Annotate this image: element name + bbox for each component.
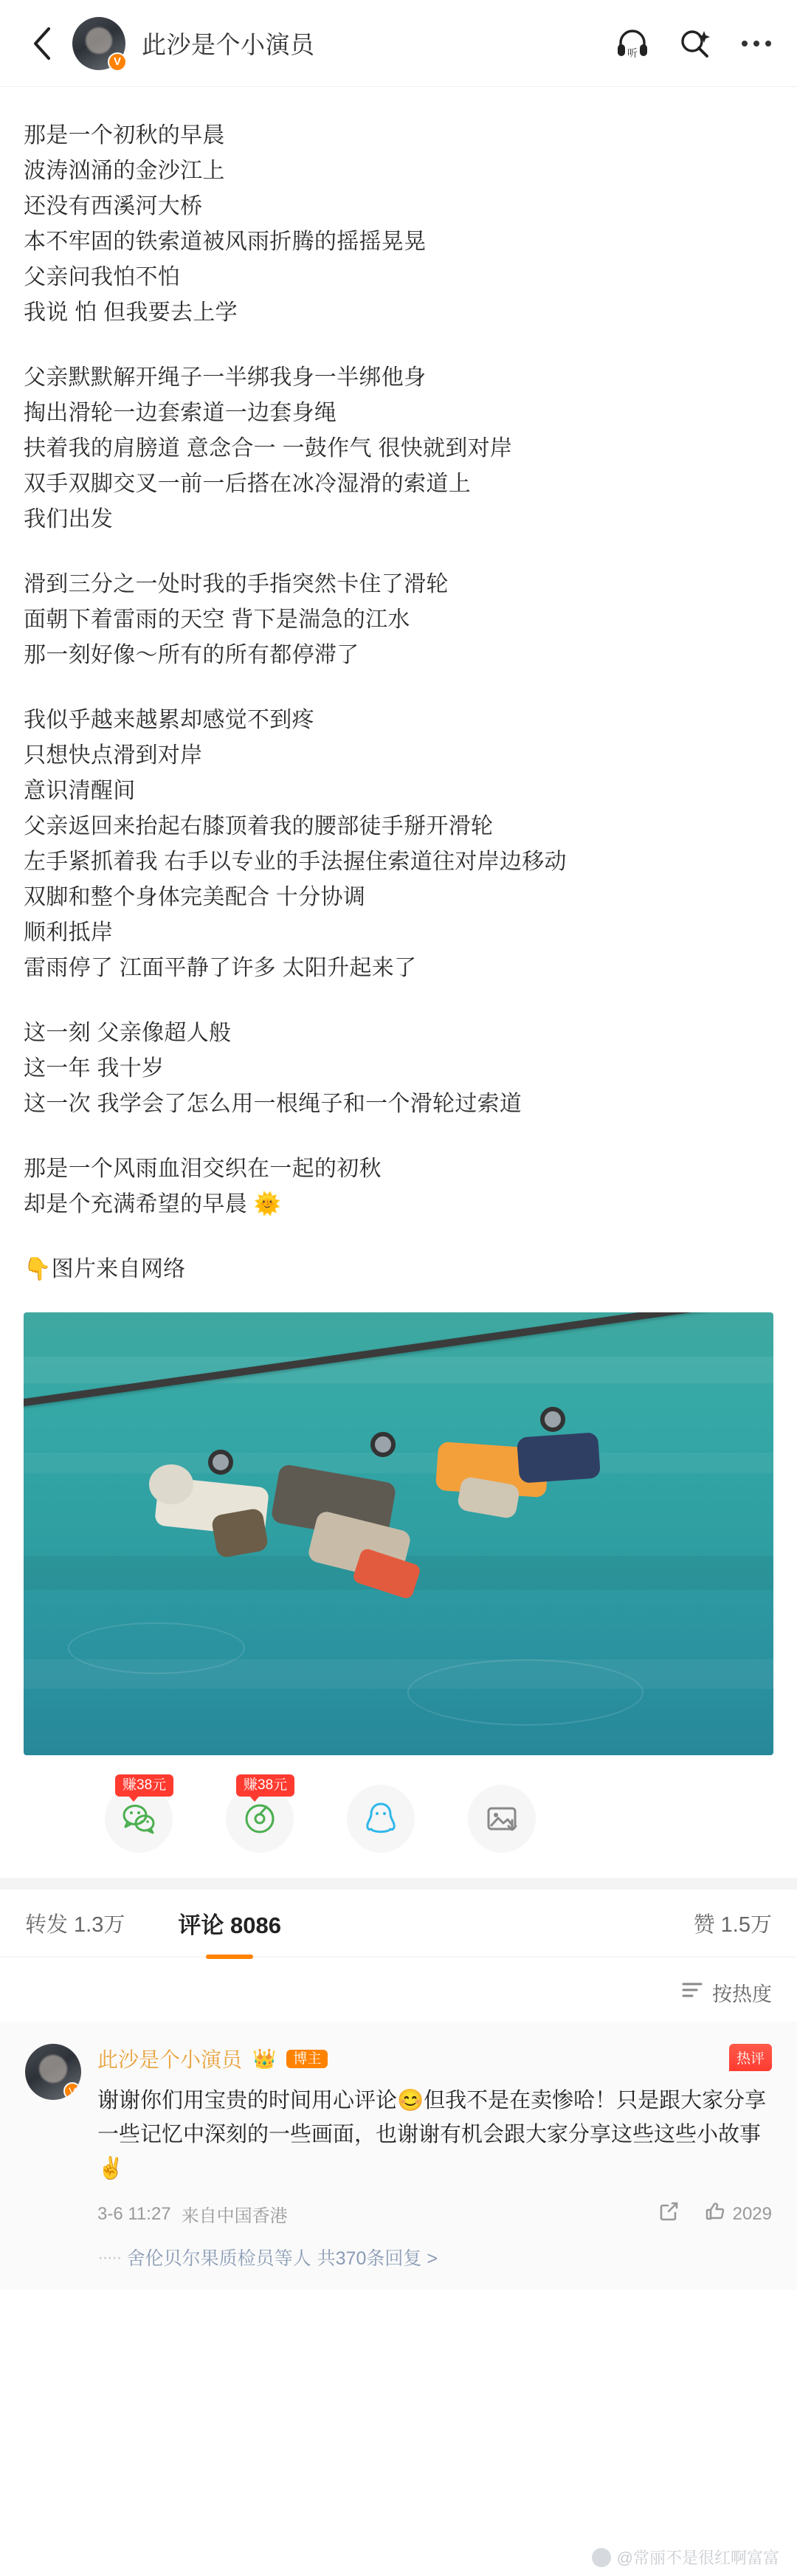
post-line: 那一刻好像～所有的所有都停滞了 <box>24 643 359 667</box>
rider-body <box>517 1432 601 1484</box>
post-line: 本不牢固的铁索道被风雨折腾的摇摇晃晃 <box>24 230 427 254</box>
verified-badge: V <box>63 2082 81 2100</box>
pulley-icon <box>208 1450 233 1475</box>
post-image[interactable] <box>24 1312 773 1755</box>
verified-badge: V <box>108 52 127 72</box>
like-tab[interactable]: 赞 1.5万 <box>693 1913 772 1937</box>
listen-label: 听 <box>627 47 638 59</box>
water-ripple <box>68 1622 245 1674</box>
image-download-icon[interactable] <box>468 1785 536 1853</box>
wechat-moments-share-button[interactable] <box>226 1777 294 1853</box>
weibo-eye-icon <box>592 2548 611 2567</box>
post-line: 那是一个风雨血泪交织在一起的初秋 <box>24 1157 382 1181</box>
listen-icon[interactable] <box>614 25 651 62</box>
rider-bag <box>210 1507 269 1558</box>
zipline-rider <box>437 1416 592 1556</box>
post-line: 父亲默默解开绳子一半绑我身一半绑他身 <box>24 365 427 390</box>
earn-tag: 赚38元 <box>115 1774 173 1797</box>
post-line: 滑到三分之一处时我的手指突然卡住了滑轮 <box>24 572 449 596</box>
comment-time: 3-6 11:27 <box>97 2203 171 2224</box>
water-band <box>24 1357 773 1383</box>
post-line: 掏出滑轮一边套索道一边套身绳 <box>24 401 337 425</box>
post-paragraph <box>24 567 773 673</box>
rider-bag <box>352 1547 422 1600</box>
comment-tab[interactable]: 评论 8086 <box>178 1907 281 1940</box>
header-actions <box>614 25 775 62</box>
post-line: 双手双脚交叉一前一后搭在冰冷湿滑的索道上 <box>24 472 471 496</box>
hot-comment-badge: 热评 <box>729 2044 772 2071</box>
post-line: 👇图片来自网络 <box>24 1257 186 1281</box>
post-paragraph <box>24 1151 773 1222</box>
crown-icon: 👑 <box>252 2047 277 2070</box>
post-line: 却是个充满希望的早晨 🌞 <box>24 1192 282 1216</box>
share-box-icon[interactable] <box>658 2200 680 2228</box>
post-line: 顺利抵岸 <box>24 920 114 945</box>
comment-main <box>97 2044 772 2270</box>
sort-row <box>0 1957 797 2022</box>
thumb-up-icon <box>705 2201 725 2227</box>
post-line: 这一次 我学会了怎么用一根绳子和一个滑轮过索道 <box>24 1092 522 1116</box>
post-content <box>0 87 797 1287</box>
comment-actions <box>658 2200 772 2228</box>
replies-dashes: ····· <box>97 2246 121 2267</box>
post-line: 我似乎越来越累却感觉不到疼 <box>24 708 314 732</box>
post-paragraph <box>24 118 773 331</box>
post-line: 我说 怕 但我要去上学 <box>24 300 238 325</box>
pulley-icon <box>370 1432 396 1457</box>
post-image-container[interactable] <box>24 1312 773 1755</box>
replies-names: 舍伦贝尔果质检员等人 <box>126 2248 311 2269</box>
post-line: 还没有西溪河大桥 <box>24 194 203 218</box>
post-paragraph <box>24 360 773 537</box>
post-line: 那是一个初秋的早晨 <box>24 123 225 148</box>
dot <box>742 41 748 47</box>
back-arrow-icon[interactable] <box>22 24 62 63</box>
avatar[interactable] <box>72 17 125 70</box>
post-line: 父亲返回来抬起右膝顶着我的腰部徒手掰开滑轮 <box>24 814 494 838</box>
watermark <box>592 2546 779 2569</box>
sort-label: 按热度 <box>712 1983 772 2005</box>
comment-like-count: 2029 <box>732 2203 772 2224</box>
comment-avatar[interactable] <box>25 2044 81 2100</box>
comment-text: 谢谢你们用宝贵的时间用心评论😊但我不是在卖惨哈！只是跟大家分享一些记忆中深刻的一些画面，也谢谢有机会跟大家分享这些这些小故事✌ <box>97 2089 767 2180</box>
post-line: 我们出发 <box>24 507 114 531</box>
post-line: 雷雨停了 江面平静了许多 太阳升起来了 <box>24 956 417 980</box>
share-row <box>24 1755 773 1878</box>
post-paragraph <box>24 703 773 986</box>
save-image-button[interactable] <box>468 1785 536 1853</box>
rider-head <box>149 1464 193 1504</box>
sort-lines-icon <box>681 1980 703 2005</box>
post-line: 左手紧抓着我 右手以专业的手法握住索道往对岸边移动 <box>24 850 567 874</box>
earn-tag: 赚38元 <box>236 1774 294 1797</box>
post-paragraph <box>24 1016 773 1122</box>
more-dots-icon[interactable] <box>738 25 775 62</box>
comment-author-name[interactable]: 此沙是个小演员 <box>97 2048 243 2071</box>
wechat-share-button[interactable] <box>105 1777 173 1853</box>
page-header <box>0 0 797 87</box>
zipline-rider <box>267 1453 422 1608</box>
dot <box>753 41 759 47</box>
post-line: 这一刻 父亲像超人般 <box>24 1021 232 1045</box>
watermark-text: @常丽不是很红啊富富 <box>616 2549 779 2567</box>
post-line: 这一年 我十岁 <box>24 1056 165 1081</box>
qq-share-button[interactable] <box>347 1785 415 1853</box>
water-ripple <box>407 1659 644 1726</box>
comment-meta <box>97 2200 772 2228</box>
header-user-name[interactable]: 此沙是个小演员 <box>142 31 315 58</box>
sort-by-hot-button[interactable] <box>681 1978 772 2007</box>
post-line: 波涛汹涌的金沙江上 <box>24 159 225 183</box>
author-badge: 博主 <box>286 2050 328 2068</box>
dot <box>765 41 771 47</box>
comment-header <box>97 2044 772 2073</box>
repost-tab[interactable]: 转发 1.3万 <box>25 1913 125 1937</box>
stats-bar <box>0 1878 797 1957</box>
comment-replies-link[interactable] <box>97 2244 772 2270</box>
post-line: 意识清醒间 <box>24 779 136 803</box>
post-line: 扶着我的肩膀道 意念合一 一鼓作气 很快就到对岸 <box>24 436 513 461</box>
comment-item <box>0 2022 797 2290</box>
post-line: 双脚和整个身体完美配合 十分协调 <box>24 885 366 909</box>
post-paragraph <box>24 1252 773 1287</box>
pulley-icon <box>540 1407 565 1432</box>
post-line: 面朝下着雷雨的天空 背下是湍急的江水 <box>24 607 410 632</box>
zipline-rider <box>149 1460 260 1571</box>
search-sparkle-icon[interactable] <box>676 25 713 62</box>
comment-like-button[interactable] <box>705 2201 772 2227</box>
post-line: 父亲问我怕不怕 <box>24 265 181 289</box>
qq-penguin-icon[interactable] <box>347 1785 415 1853</box>
comment-source: 来自中国香港 <box>181 2206 288 2226</box>
replies-count: 共370条回复 > <box>317 2248 438 2269</box>
post-line: 只想快点滑到对岸 <box>24 743 203 768</box>
